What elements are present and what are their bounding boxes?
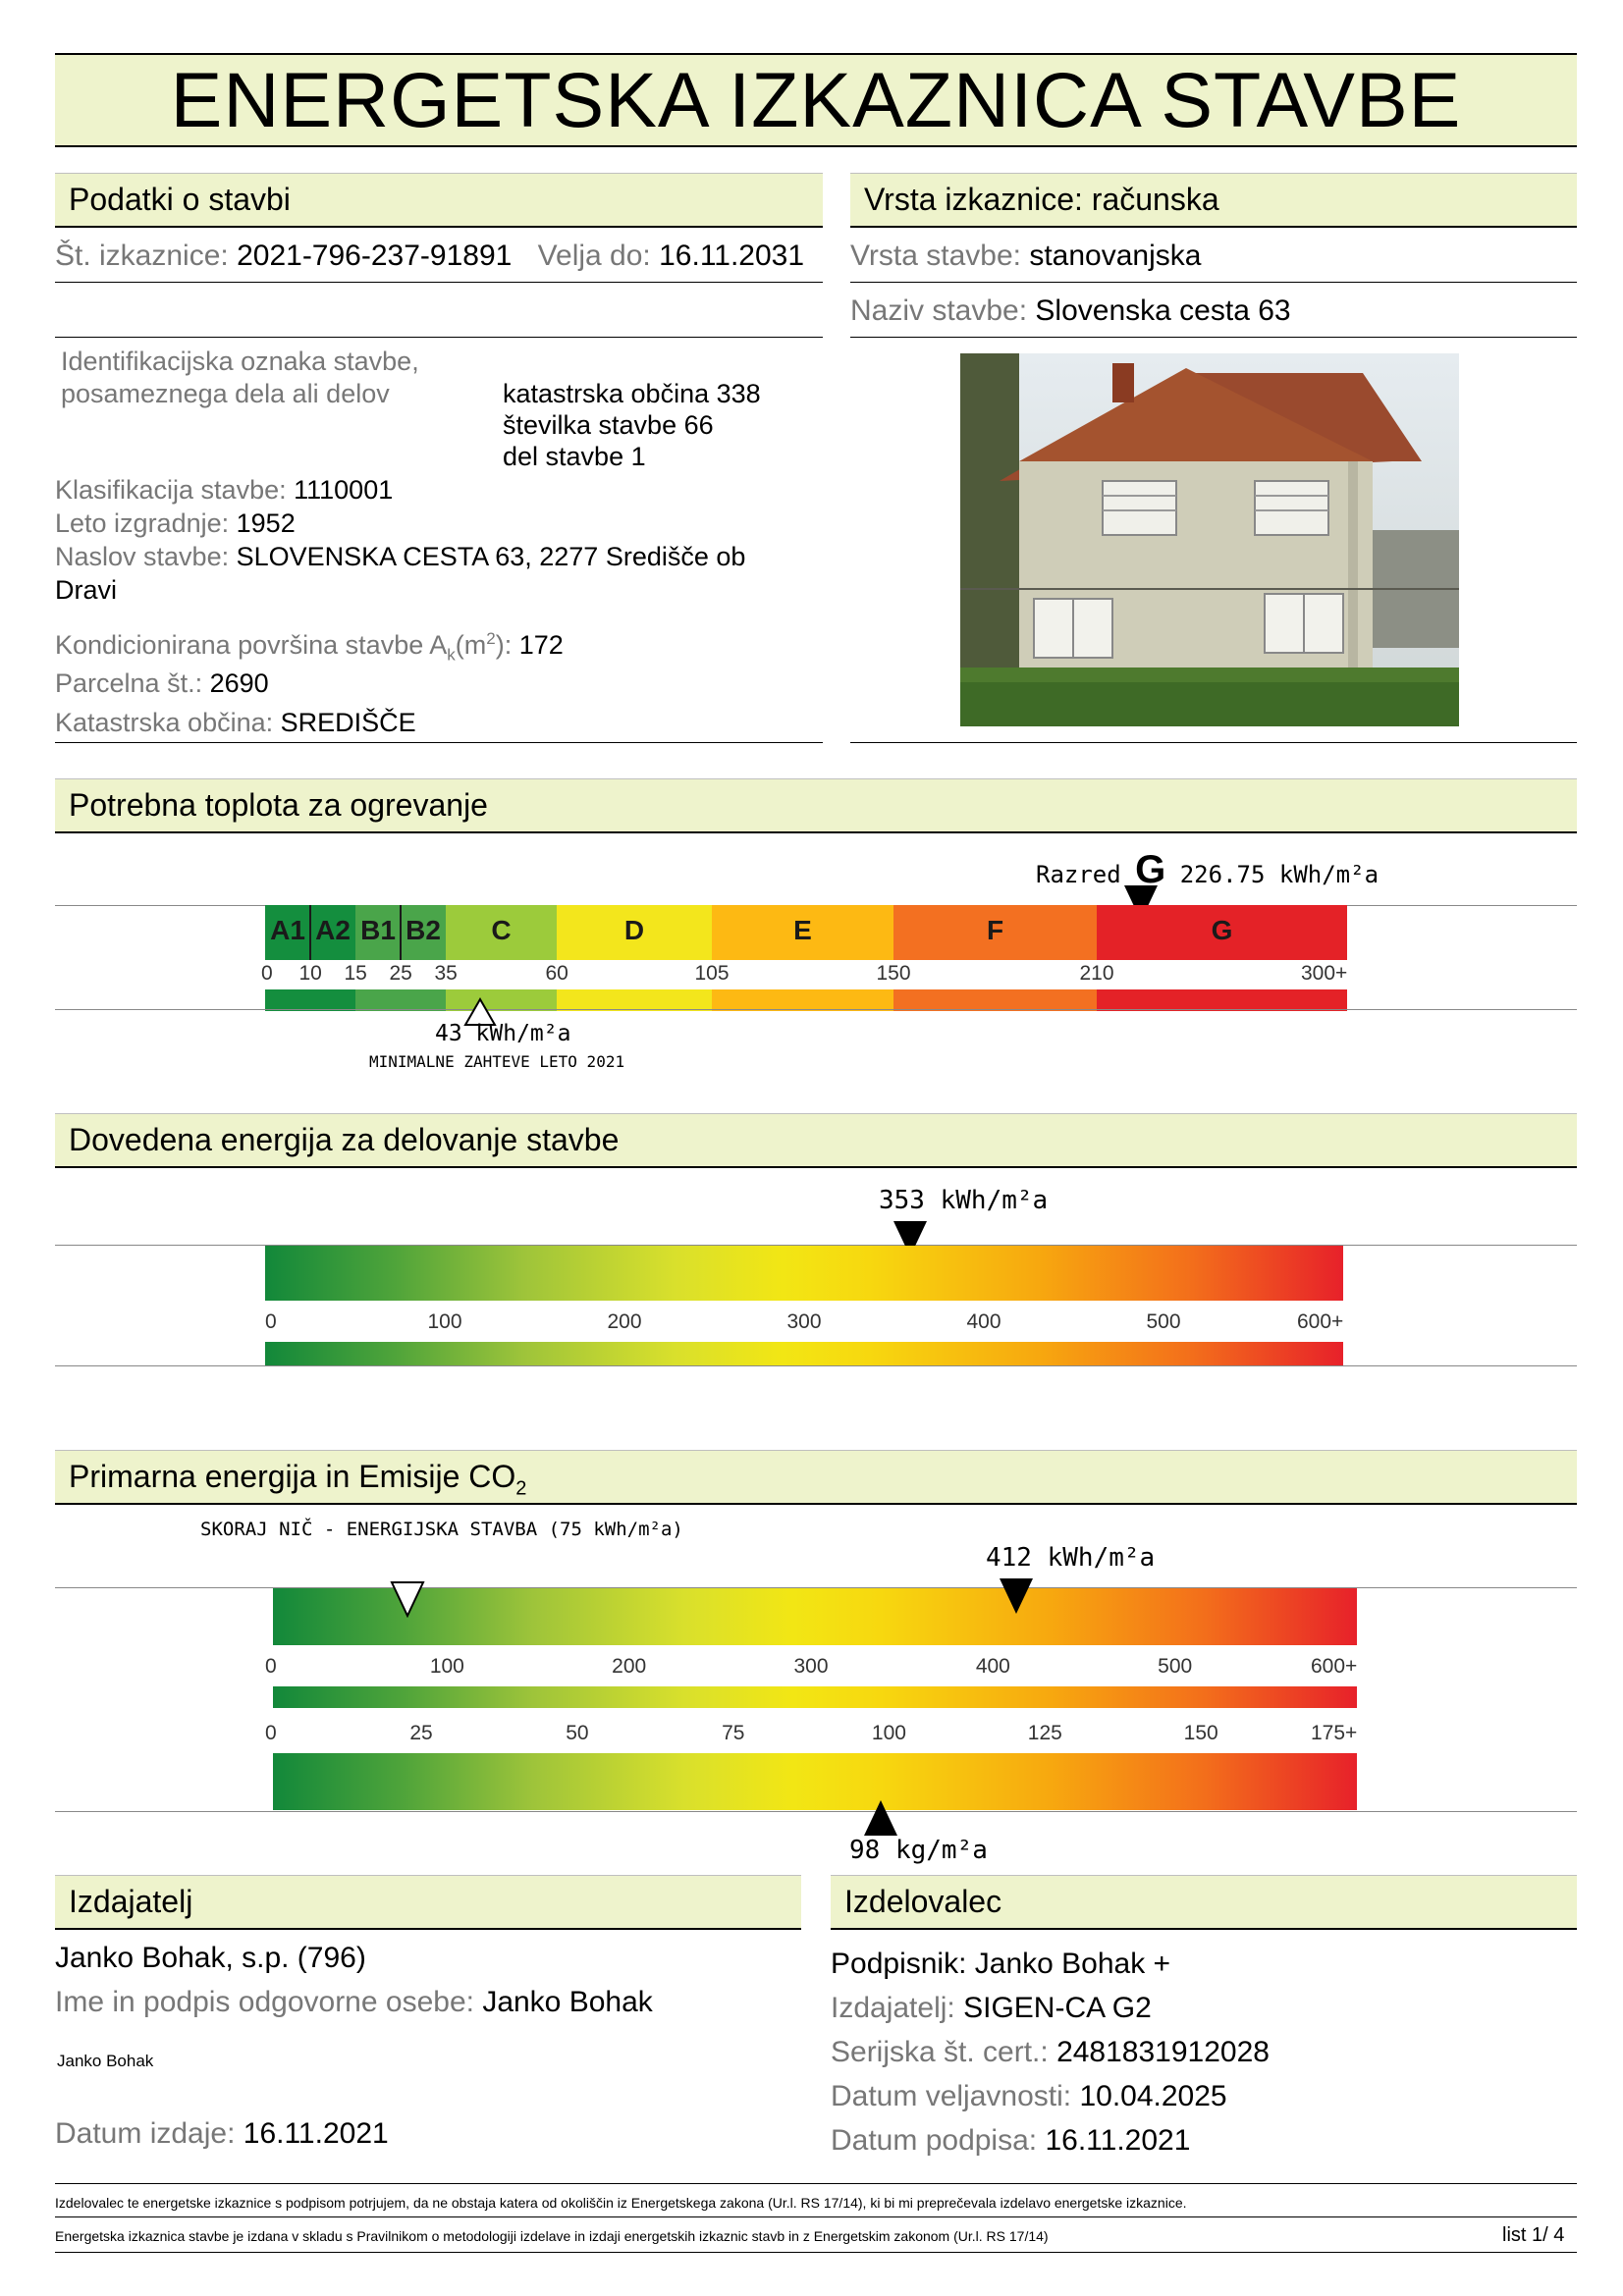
- identifier-label-line2: posameznega dela ali delov: [61, 379, 390, 408]
- heating-class-label: C: [491, 915, 512, 945]
- class-divider: [309, 905, 311, 960]
- heating-class-b2: [401, 905, 446, 960]
- identifier-label-line1: Identifikacijska oznaka stavbe,: [61, 347, 419, 376]
- valid-until-label: Velja do:: [537, 240, 651, 272]
- validity-value: 10.04.2025: [1079, 2080, 1227, 2112]
- validity-label: Datum veljavnosti:: [831, 2080, 1072, 2112]
- heating-class-d: [557, 905, 712, 960]
- divider: [55, 2252, 1577, 2253]
- issue-date-row: [55, 2117, 389, 2151]
- parcel-label: Parcelna št.:: [55, 668, 203, 698]
- primary-value: 412 kWh/m²a: [986, 1543, 1156, 1573]
- address-value: SLOVENSKA CESTA 63, 2277 Središče ob: [236, 542, 746, 571]
- primary-heading-sub: 2: [515, 1477, 527, 1500]
- serial-label: Serijska št. cert.:: [831, 2036, 1049, 2068]
- co2-tick-label: 100: [871, 1722, 906, 1744]
- section-heading-card-type: Vrsta izkaznice: računska: [850, 173, 1577, 228]
- heating-tick-label: 0: [261, 962, 273, 985]
- year-value: 1952: [236, 508, 296, 538]
- section-heading-heating: Potrebna toplota za ogrevanje: [55, 778, 1577, 833]
- area-label-sub: k: [447, 645, 456, 665]
- card-number-label: Št. izkaznice:: [55, 240, 229, 272]
- primary-tick-row: [265, 1653, 1357, 1682]
- delivered-tick-label: 300: [786, 1310, 822, 1333]
- nzeb-marker-icon: [390, 1580, 425, 1618]
- cadastral-label: Katastrska občina:: [55, 708, 274, 737]
- divider: [55, 1365, 1577, 1366]
- heating-class-band-a2: [310, 989, 355, 1011]
- heating-class-band-d: [557, 989, 712, 1011]
- building-type-row: [850, 239, 1201, 274]
- card-number-value: 2021-796-237-91891: [237, 240, 513, 272]
- heating-tick-label: 35: [434, 962, 458, 985]
- heating-class-a1: [265, 905, 310, 960]
- identifier-values: [503, 378, 761, 472]
- area-label: Kondicionirana površina stavbe A: [55, 630, 448, 660]
- delivered-tick-label: 500: [1146, 1310, 1181, 1333]
- classification-row: [55, 473, 831, 507]
- heating-tick-label: 10: [298, 962, 322, 985]
- building-photo: [960, 353, 1459, 726]
- cert-issuer-row: [831, 1986, 1270, 2030]
- divider: [55, 1009, 1577, 1010]
- divider: [55, 282, 823, 283]
- responsible-label: Ime in podpis odgovorne osebe:: [55, 1986, 474, 2018]
- primary-scale: [273, 1588, 1357, 1645]
- issue-date-label: Datum izdaje:: [55, 2117, 236, 2150]
- identifier-building-part: del stavbe 1: [503, 442, 646, 471]
- footer-legal: Energetska izkaznica stavbe je izdana v skladu s Pravilnikom o metodologiji izdelave in izdaji energetskih izkaznic stavb in z Energetskim zakonom (Ur.l. RS 17/14): [55, 2228, 1049, 2244]
- issuer-name: Janko Bohak, s.p. (796): [55, 1942, 366, 1974]
- cadastral-row: [55, 703, 416, 742]
- area-label-end: ):: [495, 630, 513, 660]
- valid-until-value: 16.11.2031: [659, 240, 805, 272]
- heating-class-band-b2: [401, 989, 446, 1011]
- co2-tick-label: 50: [566, 1722, 589, 1744]
- heating-result-label: [1036, 850, 1379, 894]
- heating-value: 226.75 kWh/m²a: [1179, 861, 1380, 888]
- heating-tick-label: 60: [545, 962, 568, 985]
- identifier-cadastral: katastrska občina 338: [503, 379, 761, 408]
- identifier-label: [61, 346, 419, 410]
- heating-class-scale-lower: [265, 989, 1347, 1011]
- heating-class-label: F: [986, 915, 1004, 945]
- heating-tick-label: 300+: [1301, 962, 1348, 985]
- co2-marker-icon: [864, 1800, 897, 1836]
- delivered-scale: [265, 1246, 1343, 1301]
- delivered-tick-row: [265, 1308, 1343, 1338]
- divider: [55, 1811, 1577, 1812]
- primary-marker-icon: [1000, 1578, 1033, 1614]
- heating-class-band-a1: [265, 989, 310, 1011]
- delivered-scale-lower: [265, 1342, 1343, 1365]
- delivered-tick-label: 0: [265, 1310, 277, 1333]
- building-type-value: stanovanjska: [1029, 240, 1202, 272]
- card-number-row: [55, 239, 831, 274]
- sign-date-label: Datum podpisa:: [831, 2124, 1038, 2157]
- signature: Janko Bohak: [57, 2052, 154, 2070]
- area-label-unit: (m: [455, 630, 487, 660]
- co2-tick-row: [265, 1720, 1357, 1749]
- heating-class-letter: G: [1135, 848, 1166, 891]
- heating-class-e: [712, 905, 893, 960]
- address-value-cont: Dravi: [55, 575, 118, 605]
- divider: [55, 337, 823, 338]
- heating-tick-label: 150: [876, 962, 911, 985]
- co2-tick-label: 175+: [1311, 1722, 1358, 1744]
- heating-class-label: A2: [315, 915, 351, 945]
- heating-tick-label: 15: [344, 962, 367, 985]
- divider: [850, 742, 1577, 743]
- section-heading-building-data: Podatki o stavbi: [55, 173, 823, 228]
- address-row: [55, 540, 831, 607]
- primary-tick-label: 300: [793, 1655, 829, 1678]
- signer-value: Janko Bohak +: [974, 1948, 1171, 1980]
- min-requirement-label: MINIMALNE ZAHTEVE LETO 2021: [369, 1052, 625, 1071]
- heating-class-label: E: [793, 915, 812, 945]
- year-label: Leto izgradnje:: [55, 508, 230, 538]
- heating-class-band-c: [446, 989, 557, 1011]
- heating-class-label: B2: [406, 915, 441, 945]
- section-heading-issuer: Izdajatelj: [55, 1875, 801, 1930]
- delivered-value: 353 kWh/m²a: [879, 1186, 1049, 1215]
- primary-heading-text: Primarna energija in Emisije CO: [69, 1459, 516, 1494]
- heating-class-label: A1: [270, 915, 305, 945]
- co2-tick-label: 125: [1027, 1722, 1062, 1744]
- heating-class-a2: [310, 905, 355, 960]
- identifier-building-number: številka stavbe 66: [503, 410, 714, 440]
- cert-issuer-value: SIGEN-CA G2: [963, 1992, 1152, 2024]
- primary-tick-label: 400: [975, 1655, 1010, 1678]
- issue-date-value: 16.11.2021: [243, 2117, 389, 2150]
- heating-tick-label: 210: [1079, 962, 1114, 985]
- co2-value: 98 kg/m²a: [849, 1836, 988, 1865]
- area-label-sup: 2: [486, 629, 496, 648]
- parcel-value: 2690: [209, 668, 269, 698]
- section-heading-primary-energy: [55, 1450, 1577, 1505]
- divider: [850, 337, 1577, 338]
- address-label: Naslov stavbe:: [55, 542, 230, 571]
- validity-row: [831, 2074, 1270, 2118]
- heating-class-g: [1097, 905, 1347, 960]
- serial-value: 2481831912028: [1056, 2036, 1270, 2068]
- document-title: ENERGETSKA IZKAZNICA STAVBE: [55, 53, 1577, 147]
- heating-class-f: [893, 905, 1097, 960]
- heating-tick-row: [261, 960, 1348, 989]
- divider: [55, 2183, 1577, 2184]
- maker-details: [831, 1942, 1270, 2163]
- heating-class-band-e: [712, 989, 893, 1011]
- delivered-tick-label: 400: [966, 1310, 1001, 1333]
- responsible-row: [55, 1986, 653, 2019]
- page-number: list 1/ 4: [1502, 2224, 1565, 2246]
- heating-class-label: B1: [360, 915, 396, 945]
- heating-class-label: D: [623, 915, 645, 945]
- building-name-value: Slovenska cesta 63: [1035, 294, 1291, 327]
- delivered-tick-label: 200: [607, 1310, 642, 1333]
- heating-class-scale: [265, 905, 1347, 960]
- co2-tick-label: 25: [409, 1722, 433, 1744]
- divider: [850, 282, 1577, 283]
- primary-tick-label: 600+: [1311, 1655, 1358, 1678]
- signer-label: Podpisnik:: [831, 1948, 967, 1980]
- heating-tick-label: 105: [694, 962, 730, 985]
- heating-class-prefix: Razred: [1036, 861, 1121, 888]
- heating-class-band-f: [893, 989, 1097, 1011]
- section-heading-maker: Izdelovalec: [831, 1875, 1577, 1930]
- divider: [55, 2216, 1577, 2217]
- section-heading-delivered-energy: Dovedena energija za delovanje stavbe: [55, 1113, 1577, 1168]
- heating-class-b1: [355, 905, 401, 960]
- divider: [55, 742, 823, 743]
- nzeb-label: SKORAJ NIČ - ENERGIJSKA STAVBA (75 kWh/m²a): [200, 1519, 683, 1540]
- building-type-label: Vrsta stavbe:: [850, 240, 1021, 272]
- primary-tick-label: 0: [265, 1655, 277, 1678]
- sign-date-value: 16.11.2021: [1045, 2124, 1191, 2157]
- heating-class-band-b1: [355, 989, 401, 1011]
- signer-row: [831, 1942, 1270, 1986]
- min-requirement-value: 43 kWh/m²a: [435, 1021, 571, 1046]
- parcel-block: [55, 664, 416, 742]
- building-name-label: Naziv stavbe:: [850, 294, 1028, 327]
- year-row: [55, 507, 831, 540]
- co2-tick-label: 75: [722, 1722, 745, 1744]
- cert-issuer-label: Izdajatelj:: [831, 1992, 955, 2024]
- delivered-tick-label: 100: [427, 1310, 462, 1333]
- primary-tick-label: 200: [612, 1655, 647, 1678]
- co2-tick-label: 0: [265, 1722, 277, 1744]
- classification-label: Klasifikacija stavbe:: [55, 475, 287, 505]
- classification-value: 1110001: [294, 475, 394, 505]
- co2-scale-upper: [273, 1686, 1357, 1708]
- responsible-value: Janko Bohak: [482, 1986, 653, 2018]
- heating-class-c: [446, 905, 557, 960]
- co2-tick-label: 150: [1183, 1722, 1218, 1744]
- co2-scale: [273, 1753, 1357, 1810]
- area-value: 172: [518, 630, 564, 660]
- heating-tick-label: 25: [389, 962, 412, 985]
- class-divider: [400, 905, 402, 960]
- cadastral-value: SREDIŠČE: [280, 708, 416, 737]
- sign-date-row: [831, 2118, 1270, 2163]
- primary-tick-label: 100: [429, 1655, 464, 1678]
- building-details: [55, 473, 831, 607]
- delivered-tick-label: 600+: [1297, 1310, 1344, 1333]
- heating-class-label: G: [1211, 915, 1233, 945]
- heating-class-band-g: [1097, 989, 1347, 1011]
- footer-statement: Izdelovalec te energetske izkaznice s podpisom potrjujem, da ne obstaja katera od okoliščin iz Energetskega zakona (Ur.l. RS 17/14), ki bi mi preprečevala izdelavo energetske izkaznice.: [55, 2195, 1187, 2211]
- parcel-row: [55, 664, 416, 703]
- primary-tick-label: 500: [1158, 1655, 1193, 1678]
- serial-row: [831, 2030, 1270, 2074]
- building-name-row: [850, 294, 1291, 329]
